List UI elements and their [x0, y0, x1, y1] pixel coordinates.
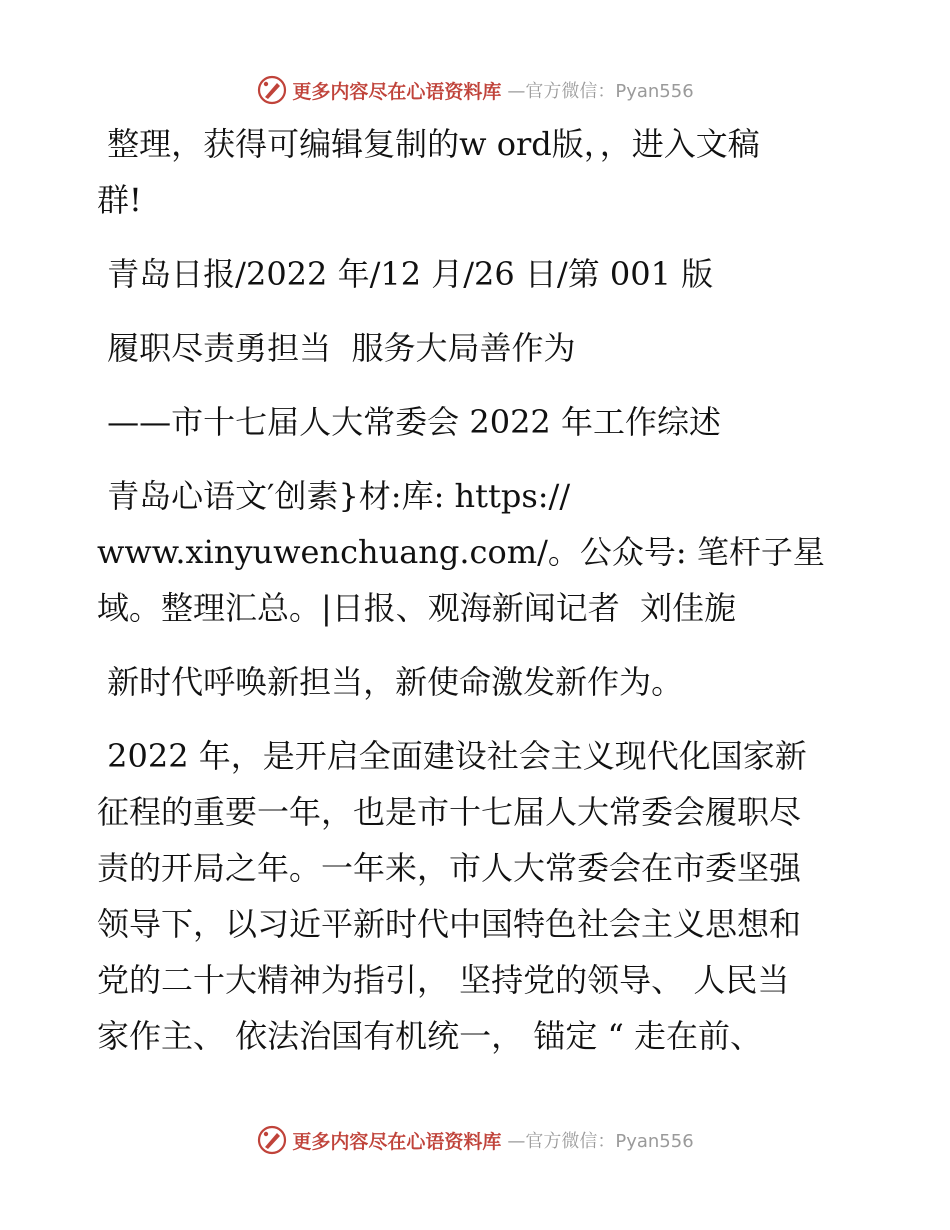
- watermark-secondary-text: —官方微信：Pyan556: [507, 1131, 694, 1152]
- source-line: 青岛日报/2022 年/12 月/26 日/第 001 版: [97, 255, 714, 293]
- text-line: 领导下，以习近平新时代中国特色社会主义思想和: [97, 905, 802, 943]
- text-line: 2022 年，是开启全面建设社会主义现代化国家新: [97, 737, 807, 775]
- text-line: 域。整理汇总。|日报、观海新闻记者 刘佳旎: [97, 589, 737, 627]
- text-line: 新时代呼唤新担当，新使命激发新作为。: [97, 663, 684, 701]
- text-line: 群!: [97, 181, 142, 219]
- text-line: 整理，获得可编辑复制的w ord版，，进入文稿: [97, 125, 760, 163]
- watermark-secondary-text: —官方微信：Pyan556: [507, 81, 694, 102]
- footer-watermark: [0, 1122, 950, 1158]
- text-line: 党的二十大精神为指引， 坚持党的领导、 人民当: [97, 961, 790, 999]
- pen-circle-logo-icon: [256, 1124, 288, 1156]
- text-line: 征程的重要一年，也是市十七届人大常委会履职尽: [97, 793, 802, 831]
- document-body: [97, 116, 857, 1064]
- header-watermark: [0, 72, 950, 108]
- watermark-main-text: 更多内容尽在心语资料库: [292, 1130, 502, 1153]
- text-line: 青岛心语文′创素}材:库: https://: [97, 477, 571, 515]
- pen-circle-logo-icon: [256, 74, 288, 106]
- text-line: www.xinyuwenchuang.com/。公众号: 笔杆子星: [97, 533, 825, 571]
- article-subtitle: ——市十七届人大常委会 2022 年工作综述: [97, 403, 721, 441]
- text-line: 家作主、 依法治国有机统一， 锚定 “ 走在前、: [97, 1017, 763, 1055]
- article-title: 履职尽责勇担当 服务大局善作为: [97, 329, 576, 367]
- watermark-main-text: 更多内容尽在心语资料库: [292, 80, 502, 103]
- text-line: 责的开局之年。一年来，市人大常委会在市委坚强: [97, 849, 802, 887]
